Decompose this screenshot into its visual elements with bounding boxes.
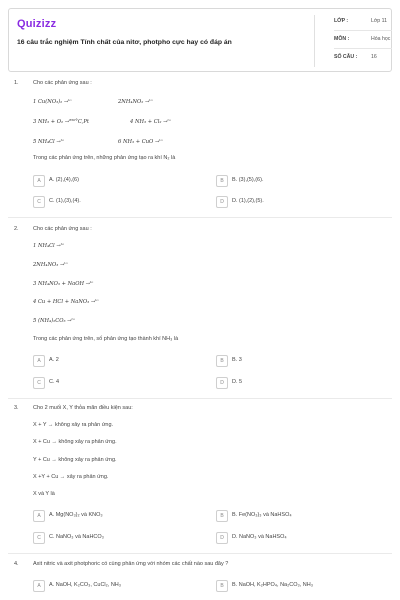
meta-count-value: 16 xyxy=(371,54,377,60)
condition-line: X +Y + Cu → xảy ra phản ứng. xyxy=(33,474,109,480)
equation: 5 NH₄Cl →ᵗᵒ xyxy=(33,139,64,145)
option-letter-box: B xyxy=(216,175,228,187)
option-letter-box: B xyxy=(216,580,228,592)
option-letter-box: C xyxy=(33,532,45,544)
option-text: D. NaNO₃ và NaHSO₄ xyxy=(232,534,287,540)
equation: 4 Cu + HCl + NaNO₃ →ᵗᵒ xyxy=(33,299,99,305)
condition-line: Y + Cu → không xảy ra phản ứng. xyxy=(33,457,117,463)
option-text: B. 3 xyxy=(232,357,242,363)
option-letter-box: A xyxy=(33,175,45,187)
meta-line xyxy=(334,30,392,31)
equation: 5 (NH₄)₂CO₃ →ᵗᵒ xyxy=(33,318,75,324)
question-number: 2. xyxy=(14,226,19,232)
question-text: Trong các phản ứng trên, số phản ứng tạo thành khí NH₃ là xyxy=(33,336,179,342)
question-divider xyxy=(8,553,392,554)
option-letter-box: D xyxy=(216,532,228,544)
meta-subject-value: Hóa học xyxy=(371,36,391,42)
option-text: B. Fe(NO₃)₃ và NaHSO₄ xyxy=(232,512,292,518)
option-text: A. (2),(4),(6) xyxy=(49,177,79,183)
question-divider xyxy=(8,217,392,218)
option-letter-box: A xyxy=(33,355,45,367)
condition-line: X + Y → không xảy ra phản ứng. xyxy=(33,422,114,428)
option-letter-box: C xyxy=(33,196,45,208)
option-text: D. (1),(2),(5). xyxy=(232,198,264,204)
question-text: Axit nitric và axit photphoric có cùng phản ứng với nhóm các chất nào sau đây ? xyxy=(33,561,229,567)
option-letter-box: B xyxy=(216,510,228,522)
option-letter-box: A xyxy=(33,580,45,592)
option-text: C. NaNO₃ và NaHCO₃ xyxy=(49,534,104,540)
meta-grade-value: Lớp 11 xyxy=(371,18,387,24)
equation: 1 Cu(NO₃)₂ →ᵗᵒ xyxy=(33,99,72,105)
equation: 6 NH₃ + CuO →ᵗᵒ xyxy=(118,139,163,145)
option-text: C. 4 xyxy=(49,379,60,385)
option-text: B. (3),(5),(6). xyxy=(232,177,264,183)
question-text: X và Y là xyxy=(33,491,55,497)
equation: 1 NH₄Cl →ᵗᵒ xyxy=(33,243,64,249)
quizizz-logo: Quizizz xyxy=(17,18,57,30)
equation: 2NH₄NO₃ →ᵗᵒ xyxy=(33,262,68,268)
question-number: 4. xyxy=(14,561,19,567)
meta-line xyxy=(334,48,392,49)
option-text: A. Mg(NO₃)₂ và KNO₃ xyxy=(49,512,103,518)
option-text: B. NaOH, K₂HPO₄, Na₂CO₃, NH₃ xyxy=(232,582,313,588)
equation: 3 NH₃ + O₂ →⁸⁵⁰°C,Pt xyxy=(33,119,89,125)
question-intro: Cho các phản ứng sau : xyxy=(33,226,92,232)
header-card xyxy=(8,8,392,72)
option-letter-box: A xyxy=(33,510,45,522)
question-divider xyxy=(8,398,392,399)
question-number: 1. xyxy=(14,80,19,86)
option-letter-box: D xyxy=(216,377,228,389)
equation: 2NH₄NO₂ →ᵗᵒ xyxy=(118,99,153,105)
question-intro: Cho các phản ứng sau : xyxy=(33,80,92,86)
equation: 3 NH₄NO₃ + NaOH →ᵗᵒ xyxy=(33,281,94,287)
question-number: 3. xyxy=(14,405,19,411)
option-letter-box: B xyxy=(216,355,228,367)
meta-grade-key: LỚP : xyxy=(334,18,349,24)
document-title: 16 câu trắc nghiệm Tính chất của nitơ, photpho cực hay có đáp án xyxy=(17,39,232,46)
option-text: A. NaOH, K₂CO₃, CuCl₂, NH₃ xyxy=(49,582,122,588)
meta-subject-key: MÔN : xyxy=(334,36,350,42)
option-letter-box: D xyxy=(216,196,228,208)
option-text: A. 2 xyxy=(49,357,59,363)
option-letter-box: C xyxy=(33,377,45,389)
equation: 4 NH₃ + Cl₂ →ᵗᵒ xyxy=(130,119,171,125)
condition-line: X + Cu → không xảy ra phản ứng. xyxy=(33,439,117,445)
question-intro: Cho 2 muối X, Y thỏa mãn điều kiện sau: xyxy=(33,405,133,411)
meta-divider xyxy=(314,15,315,67)
option-text: D. 5 xyxy=(232,379,243,385)
question-text: Trong các phản ứng trên, những phản ứng tạo ra khí N₂ là xyxy=(33,155,176,161)
meta-count-key: SỐ CÂU : xyxy=(334,54,358,60)
option-text: C. (1),(3),(4). xyxy=(49,198,81,204)
